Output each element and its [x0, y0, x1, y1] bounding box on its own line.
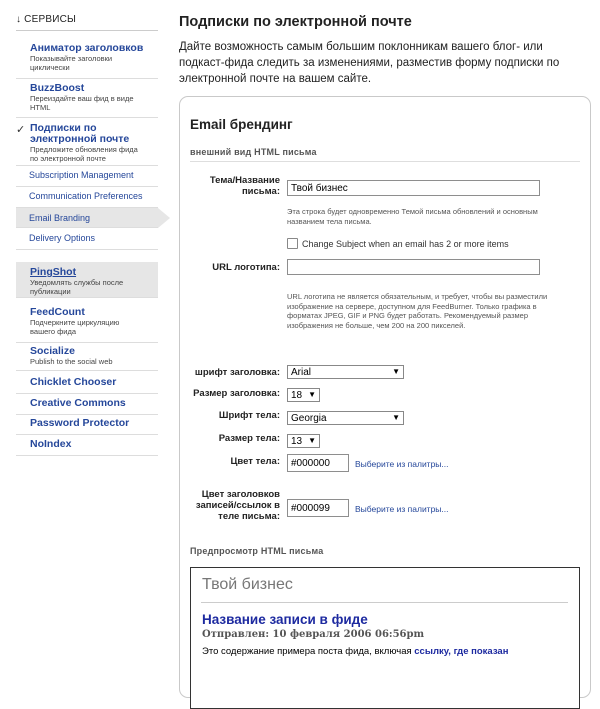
header-font-label: шрифт заголовка: — [194, 367, 280, 378]
sidebar-subitem-subscription-management[interactable] — [16, 170, 158, 187]
sidebar-item-password-protector[interactable] — [16, 418, 158, 435]
subject-help-text: Эта строка будет одновременно Темой письма обновлений и основным названием тела письма. — [287, 207, 538, 226]
change-subject-label: Change Subject when an email has 2 or more items — [302, 238, 509, 249]
services-header[interactable]: ↓ СЕРВИСЫ — [16, 14, 77, 25]
sidebar-item-title[interactable]: BuzzBoost — [30, 82, 85, 94]
sidebar-subitem-delivery-options[interactable] — [16, 233, 158, 250]
divider — [190, 161, 580, 162]
active-pointer-icon — [158, 208, 170, 228]
body-font-select[interactable] — [287, 411, 404, 425]
sidebar-item-title[interactable]: NoIndex — [30, 438, 72, 450]
sidebar-item-title[interactable]: Password Protector — [30, 417, 130, 429]
sidebar-item-desc: Подчеркните циркуляцию вашего фида — [30, 318, 120, 336]
sidebar-item-desc: Переиздайте ваш фид в виде HTML — [30, 94, 134, 112]
header-size-label: Размер заголовка: — [193, 388, 280, 399]
body-size-select[interactable] — [287, 434, 320, 448]
body-color-label: Цвет тела: — [230, 456, 280, 467]
sidebar-item-noindex[interactable] — [16, 439, 158, 456]
sidebar-item-creative-commons[interactable] — [16, 398, 158, 415]
section-label-html-appearance: внешний вид HTML письма — [190, 147, 317, 157]
header-font-select[interactable] — [287, 365, 404, 379]
header-font-value: Arial — [291, 366, 312, 378]
page-intro: Дайте возможность самым большим поклонникам вашего блог- или подкаст-фида следить за изменениями, разместив форму подписки по электронной почте на вашем сайте. — [179, 41, 560, 85]
sidebar — [0, 0, 172, 664]
change-subject-checkbox[interactable] — [287, 238, 298, 249]
preview-email-title: Твой бизнес — [202, 576, 293, 593]
sidebar-item-email-subscriptions[interactable] — [16, 123, 158, 166]
sidebar-subitem-label[interactable]: Delivery Options — [29, 233, 96, 243]
preview-post-title: Название записи в фиде — [202, 612, 368, 627]
sidebar-subitem-communication-preferences[interactable] — [16, 191, 158, 208]
sidebar-subitem-label[interactable]: Email Branding — [29, 213, 91, 223]
body-color-palette-link[interactable]: Выберите из палитры... — [355, 459, 449, 469]
link-color-palette-link[interactable]: Выберите из палитры... — [355, 504, 449, 514]
email-branding-panel — [179, 96, 591, 698]
sidebar-item-feedcount[interactable] — [16, 307, 158, 343]
link-color-input[interactable] — [287, 499, 349, 517]
logo-help-text: URL логотипа не является обязательным, и требует, чтобы вы разместили изображение на сервере, доступном для FeedBurner. Только графика в форматах JPEG, GIF и PNG будет работать. Рекомендуемый размер изображения не больше, чем 200 на 200 пикселей. — [287, 292, 548, 330]
sidebar-item-headline-animator[interactable] — [16, 43, 158, 79]
link-color-label: Цвет заголовков записей/ссылок в теле письма: — [195, 489, 280, 522]
subject-label: Тема/Название письма: — [209, 175, 280, 197]
sidebar-item-pingshot[interactable] — [16, 262, 158, 298]
preview-body-link[interactable]: ссылку, где показан — [414, 646, 509, 657]
change-subject-option[interactable] — [287, 238, 509, 249]
sidebar-item-title[interactable]: Socialize — [30, 345, 75, 357]
body-color-input[interactable] — [287, 454, 349, 472]
body-font-label: Шрифт тела: — [218, 410, 280, 421]
section-label-preview: Предпросмотр HTML письма — [190, 546, 324, 556]
logo-url-label: URL логотипа: — [212, 262, 280, 273]
sidebar-item-title[interactable]: Creative Commons — [30, 397, 126, 409]
sidebar-item-title[interactable]: PingShot — [30, 266, 77, 278]
sidebar-item-desc: Publish to the social web — [30, 357, 113, 366]
sidebar-item-desc: Предложите обновления фида по электронной почте — [30, 145, 138, 163]
sidebar-item-title[interactable]: Аниматор заголовков — [30, 42, 144, 54]
header-size-value: 18 — [291, 389, 303, 401]
email-preview — [190, 567, 580, 709]
sidebar-item-title[interactable]: Chicklet Chooser — [30, 376, 117, 388]
body-size-value: 13 — [291, 435, 303, 447]
sidebar-item-title[interactable]: FeedCount — [30, 306, 85, 318]
dropdown-arrow-icon: ▼ — [308, 436, 316, 445]
sidebar-item-title[interactable]: Подписки по электронной почте — [30, 122, 130, 145]
subject-input[interactable] — [287, 180, 540, 196]
sidebar-item-desc: Уведомлять службы после публикации — [30, 278, 124, 296]
divider — [16, 30, 158, 31]
dropdown-arrow-icon: ▼ — [392, 413, 400, 422]
sidebar-subitem-email-branding[interactable] — [16, 208, 158, 228]
header-size-select[interactable] — [287, 388, 320, 402]
body-size-label: Размер тела: — [218, 433, 280, 444]
preview-post-body — [202, 646, 508, 657]
sidebar-item-chicklet-chooser[interactable] — [16, 377, 158, 394]
sidebar-subitem-label[interactable]: Subscription Management — [29, 170, 134, 180]
divider — [201, 602, 568, 603]
dropdown-arrow-icon: ▼ — [308, 390, 316, 399]
preview-body-text: Это содержание примера поста фида, включая — [202, 646, 415, 657]
sidebar-subitem-label[interactable]: Communication Preferences — [29, 191, 143, 201]
sidebar-item-desc: Показывайте заголовки циклически — [30, 54, 113, 72]
dropdown-arrow-icon: ▼ — [392, 367, 400, 376]
logo-url-input[interactable] — [287, 259, 540, 275]
sidebar-item-socialize[interactable] — [16, 346, 158, 371]
preview-post-date: Отправлен: 10 февраля 2006 06:56pm — [202, 629, 425, 640]
panel-title: Email брендинг — [190, 117, 293, 132]
body-font-value: Georgia — [291, 412, 327, 424]
page-title: Подписки по электронной почте — [179, 14, 412, 30]
checkmark-icon: ✓ — [16, 124, 26, 136]
sidebar-item-buzzboost[interactable] — [16, 83, 158, 118]
